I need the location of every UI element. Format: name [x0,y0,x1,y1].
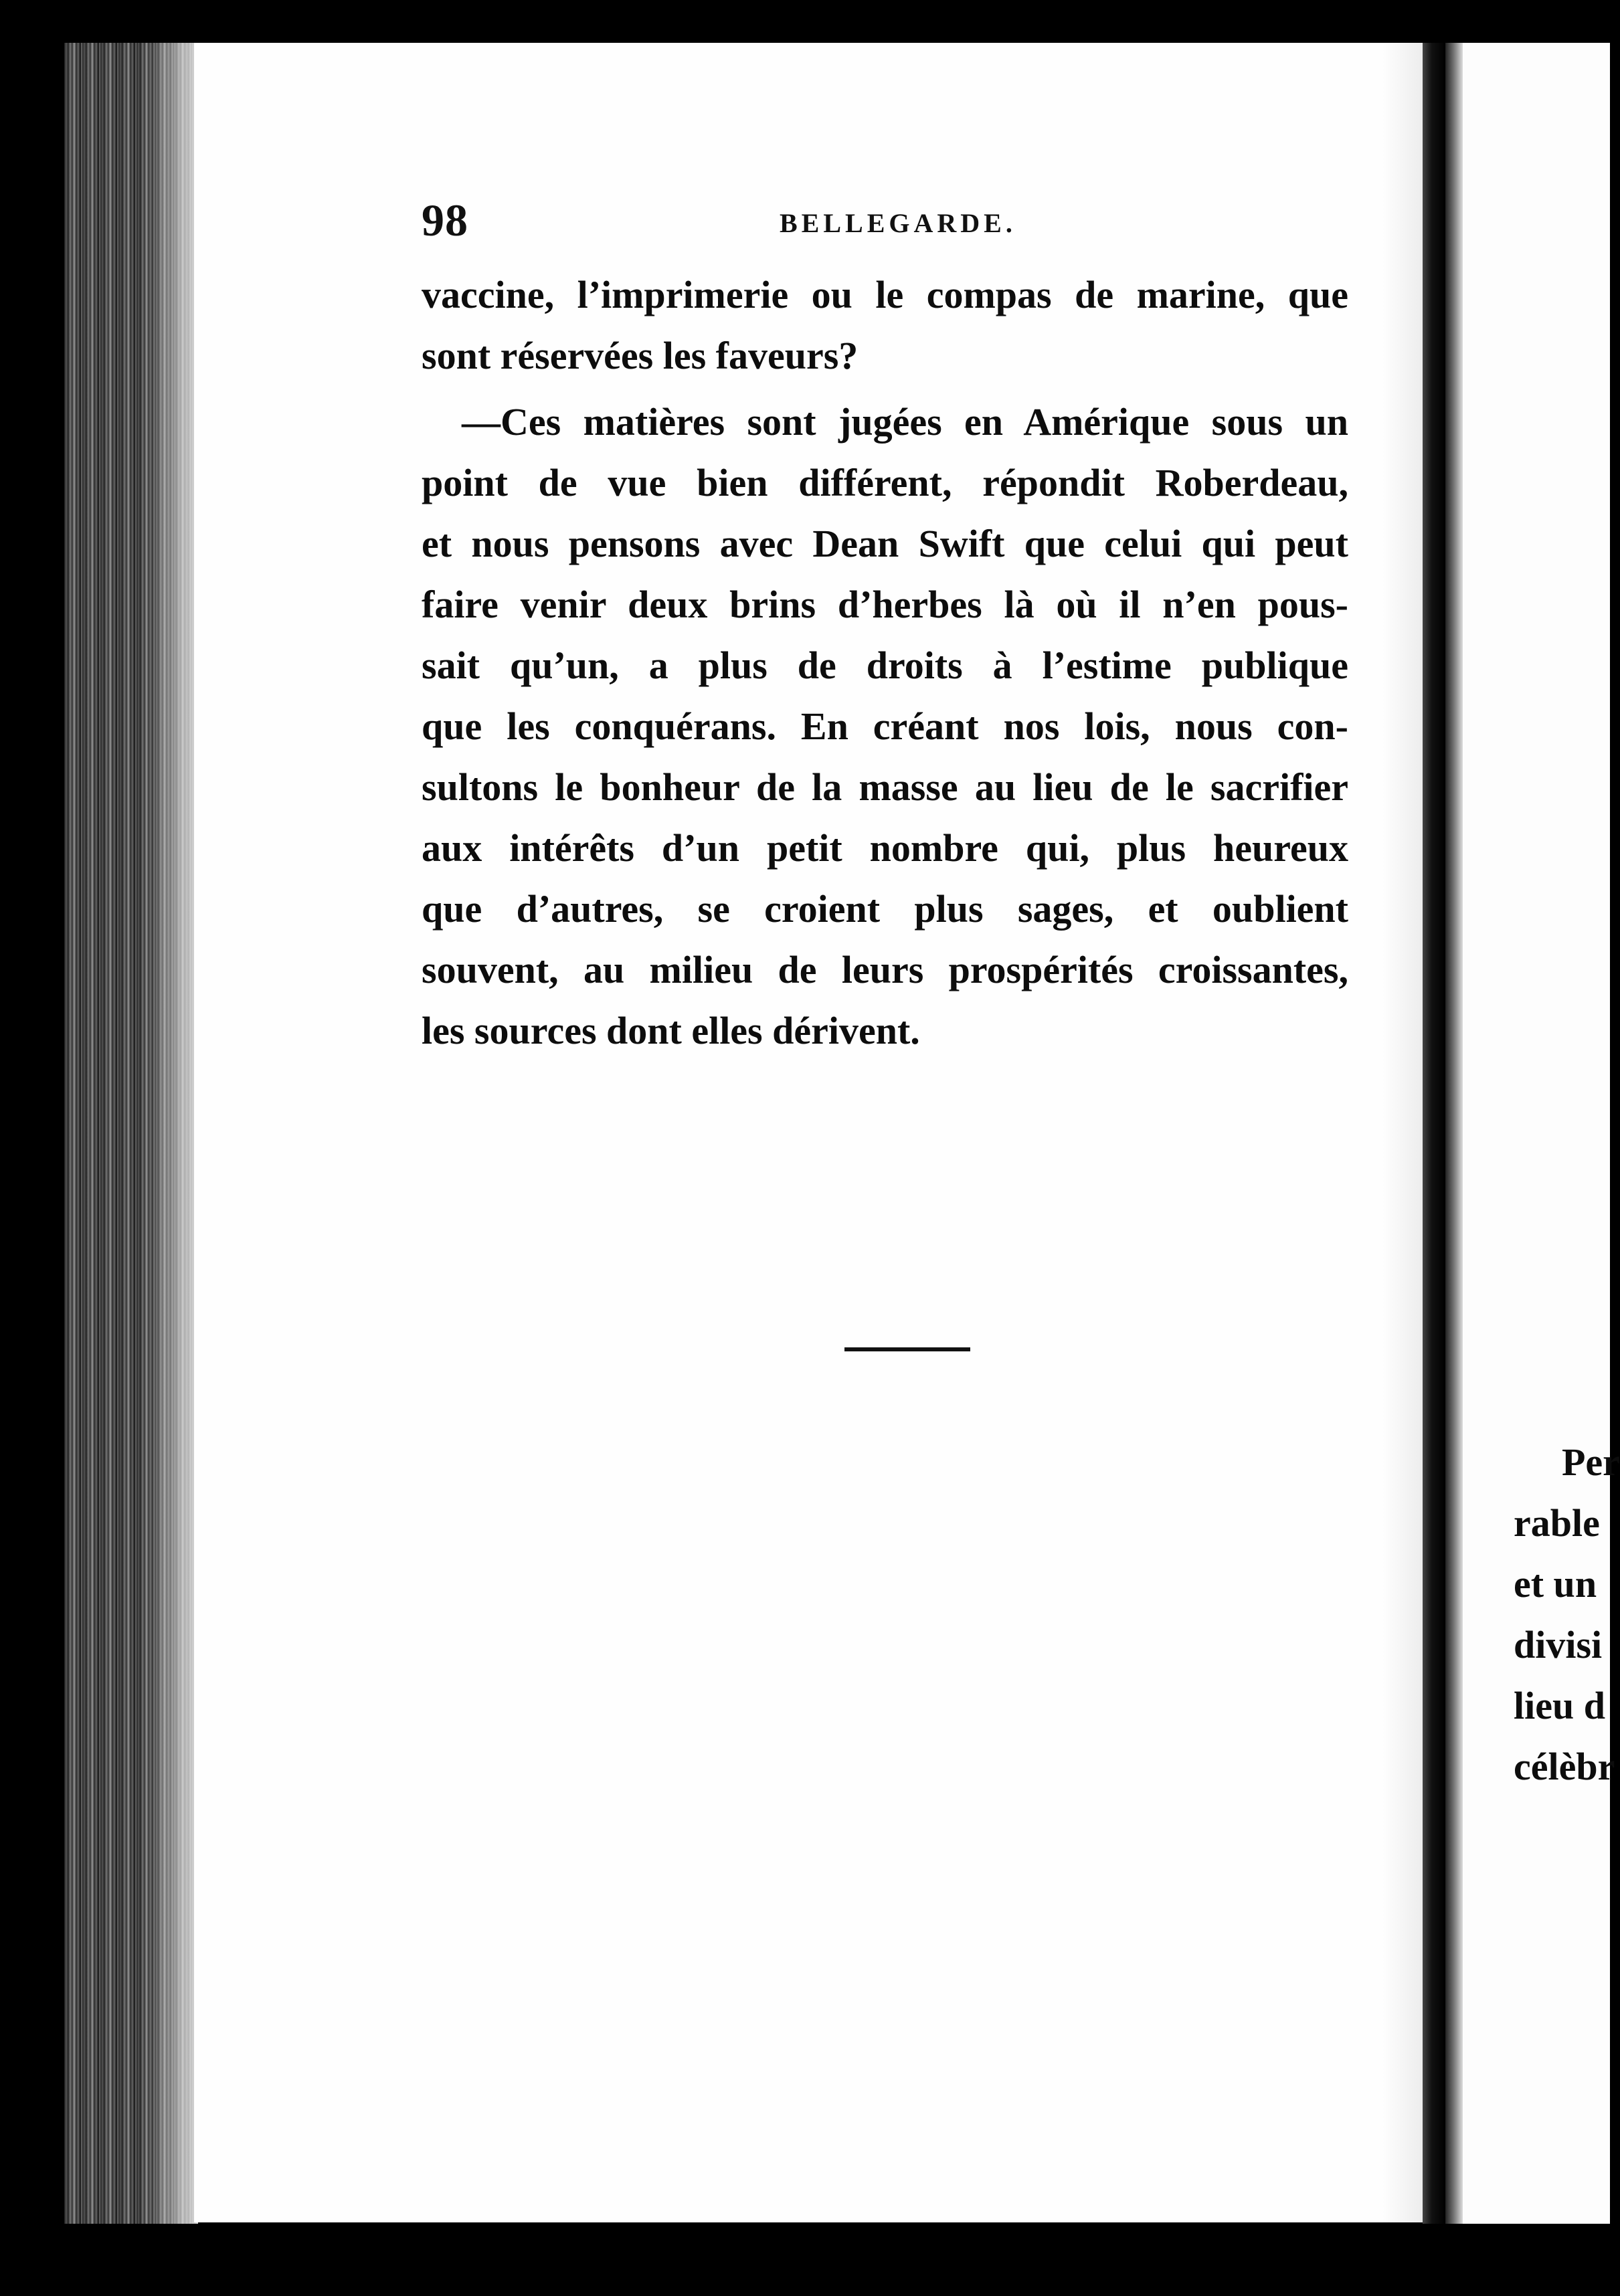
text-line: —Ces matières sont jugées en Amérique sous un [462,400,1348,444]
text-line: sait qu’un, a plus de droits à l’estime publique [422,644,1348,687]
facing-text-line: célèbr [1514,1745,1615,1788]
text-line: que d’autres, se croient plus sages, et oublient [422,887,1348,931]
left-page-edge [64,43,198,2224]
body-text [422,264,1348,1061]
text-line: point de vue bien différent, répondit Roberdeau, [422,461,1348,504]
text-line: que les conquérans. En créant nos lois, nous con- [422,704,1348,748]
page-number: 98 [422,195,468,246]
text-line: et nous pensons avec Dean Swift que celui qui peut [422,522,1348,565]
facing-page-text [1514,1432,1620,1797]
facing-text-line: divisi [1514,1623,1603,1666]
paragraph-gap [422,386,1348,391]
text-line: souvent, au milieu de leurs prospérités croissantes, [422,948,1348,991]
facing-text-line: rable [1514,1501,1600,1545]
page-gutter [1423,43,1445,2224]
facing-page-edge [1445,43,1463,2224]
text-line: faire venir deux brins d’herbes là où il n’en pous- [422,583,1348,626]
facing-page [1445,43,1610,2224]
running-head [422,194,1338,248]
running-title: BELLEGARDE. [780,208,1016,238]
text-line: sultons le bonheur de la masse au lieu de le sacrifier [422,765,1348,809]
text-line: sont réservées les faveurs? [422,334,859,377]
facing-text-line: lieu d [1514,1684,1605,1727]
page-shadow [1382,43,1429,2222]
facing-text-line: Per [1562,1440,1620,1484]
text-line: vaccine, l’imprimerie ou le compas de marine, que [422,273,1348,316]
text-line: les sources dont elles dérivent. [422,1009,920,1052]
facing-text-line: et un [1514,1562,1597,1606]
text-line: aux intérêts d’un petit nombre qui, plus heureux [422,826,1348,870]
chapter-end-rule [844,1347,970,1351]
